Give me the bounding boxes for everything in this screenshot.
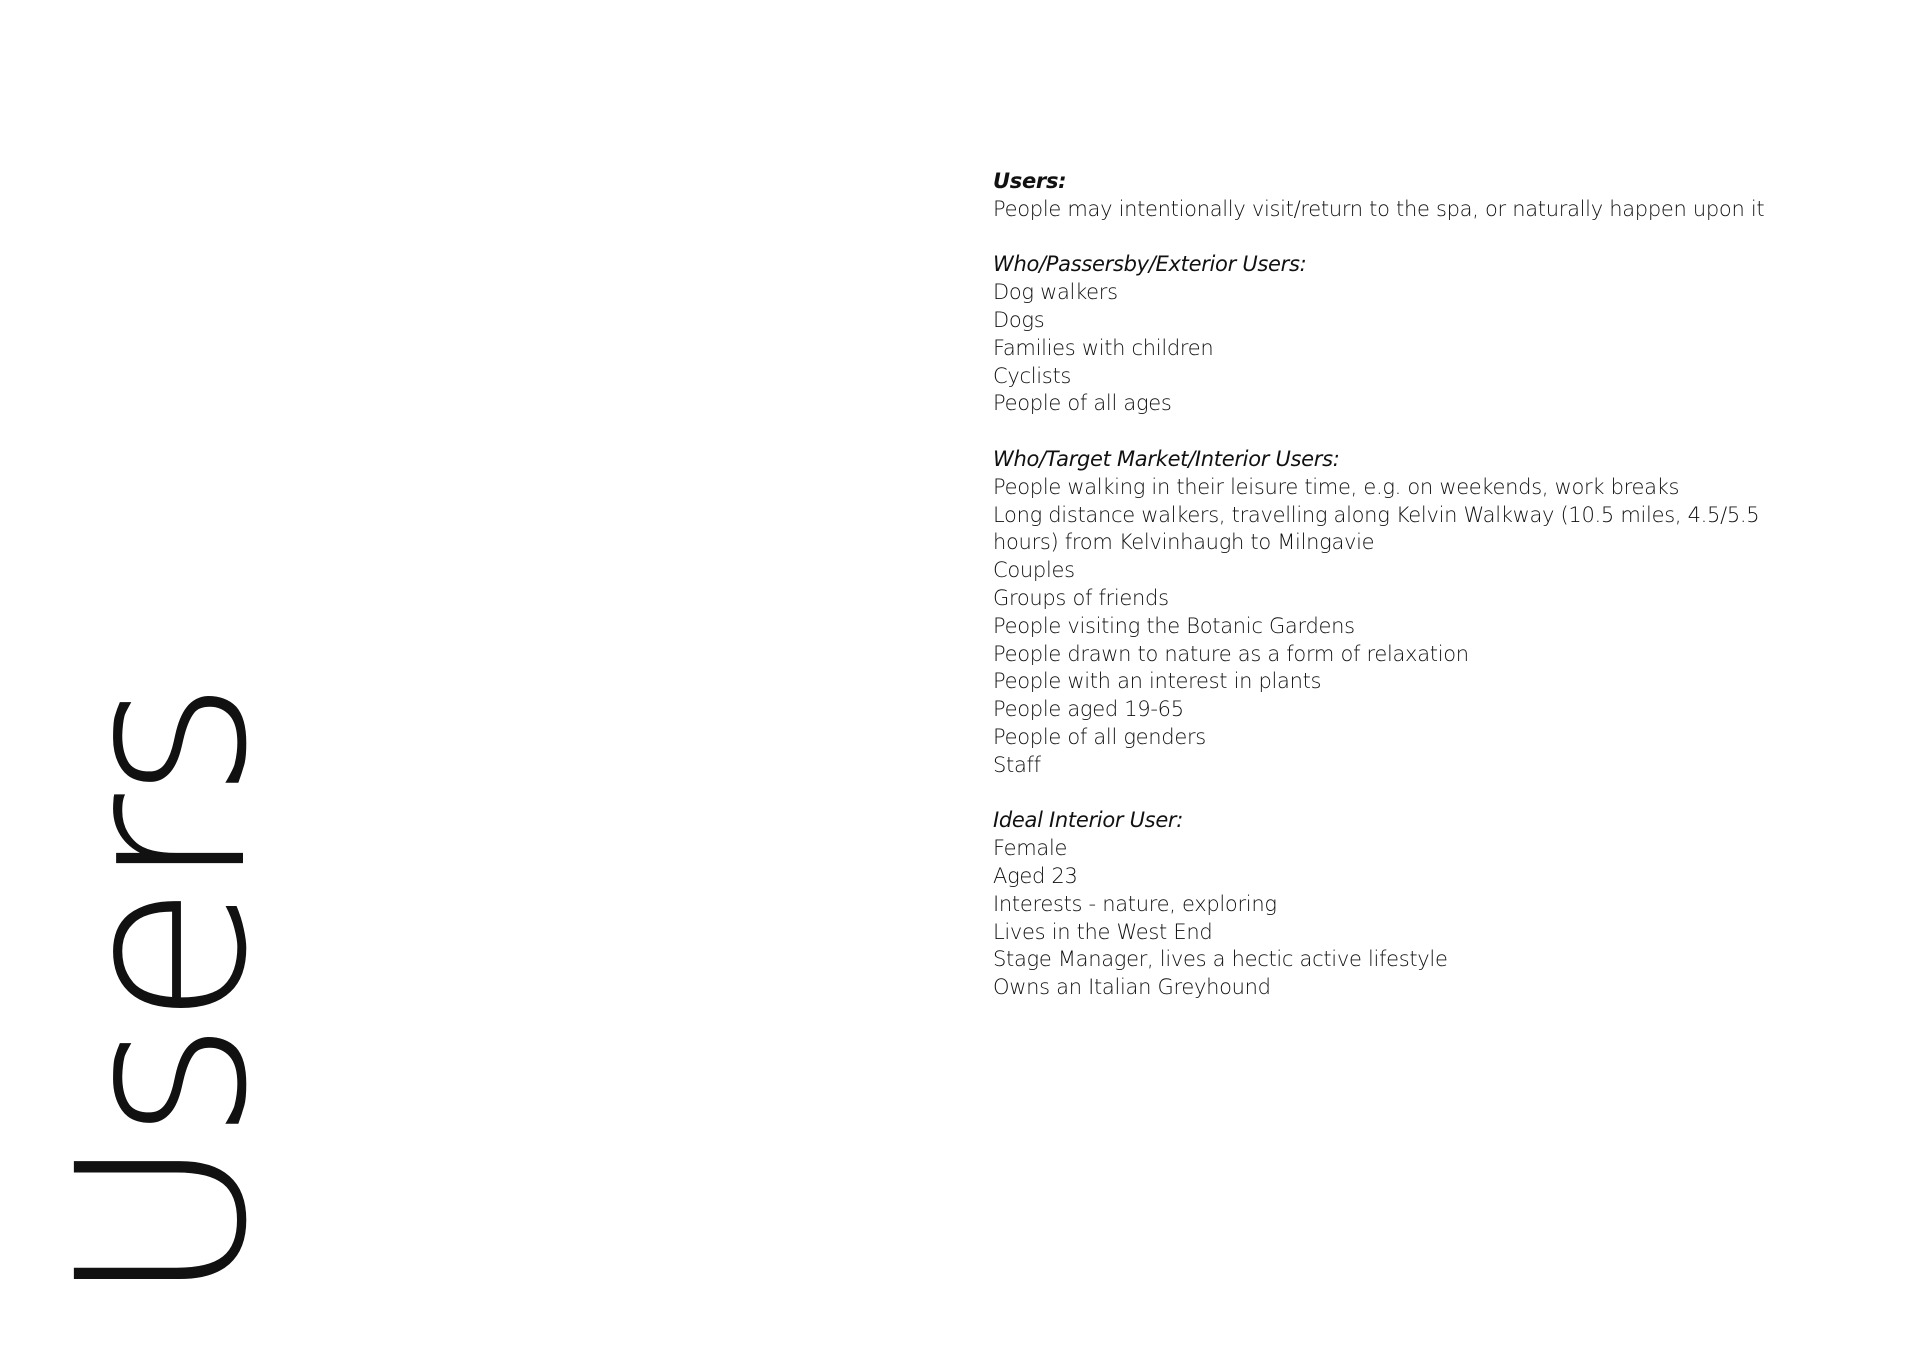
section-heading-ideal-user: Ideal Interior User: <box>993 808 1184 833</box>
list-item: Stage Manager, lives a hectic active lifestyle <box>993 947 1448 972</box>
list-item: Couples <box>993 558 1075 583</box>
page-title: Users <box>28 685 298 1305</box>
list-item: Lives in the West End <box>993 919 1213 944</box>
list-item: Owns an Italian Greyhound <box>993 975 1271 1000</box>
list-item: People with an interest in plants <box>993 669 1322 694</box>
list-item: Female <box>993 836 1068 861</box>
list-item: Interests - nature, exploring <box>993 891 1277 916</box>
list-item: People of all genders <box>993 724 1206 749</box>
list-item: People walking in their leisure time, e.g. on weekends, work breaks <box>993 474 1680 499</box>
list-item: People may intentionally visit/return to the spa, or naturally happen upon it <box>993 196 1765 221</box>
list-item: Dogs <box>993 307 1045 332</box>
list-item: Groups of friends <box>993 585 1169 610</box>
list-item: People drawn to nature as a form of relaxation <box>993 641 1469 666</box>
list-item: Aged 23 <box>993 863 1078 888</box>
list-item: People of all ages <box>993 391 1172 416</box>
list-item: Staff <box>993 752 1041 777</box>
list-item: People visiting the Botanic Gardens <box>993 613 1355 638</box>
section-heading-interior-users: Who/Target Market/Interior Users: <box>993 446 1340 471</box>
list-item: Dog walkers <box>993 280 1118 305</box>
users-text-block <box>993 168 1803 1002</box>
list-item: Families with children <box>993 335 1214 360</box>
list-item: Long distance walkers, travelling along Kelvin Walkway (10.5 miles, 4.5/5.5 hours) from Kelvinhaugh to Milngavie <box>993 502 1760 555</box>
list-item: People aged 19-65 <box>993 697 1184 722</box>
list-item: Cyclists <box>993 363 1072 388</box>
section-heading-users: Users: <box>993 169 1067 193</box>
section-heading-exterior-users: Who/Passersby/Exterior Users: <box>993 252 1307 277</box>
